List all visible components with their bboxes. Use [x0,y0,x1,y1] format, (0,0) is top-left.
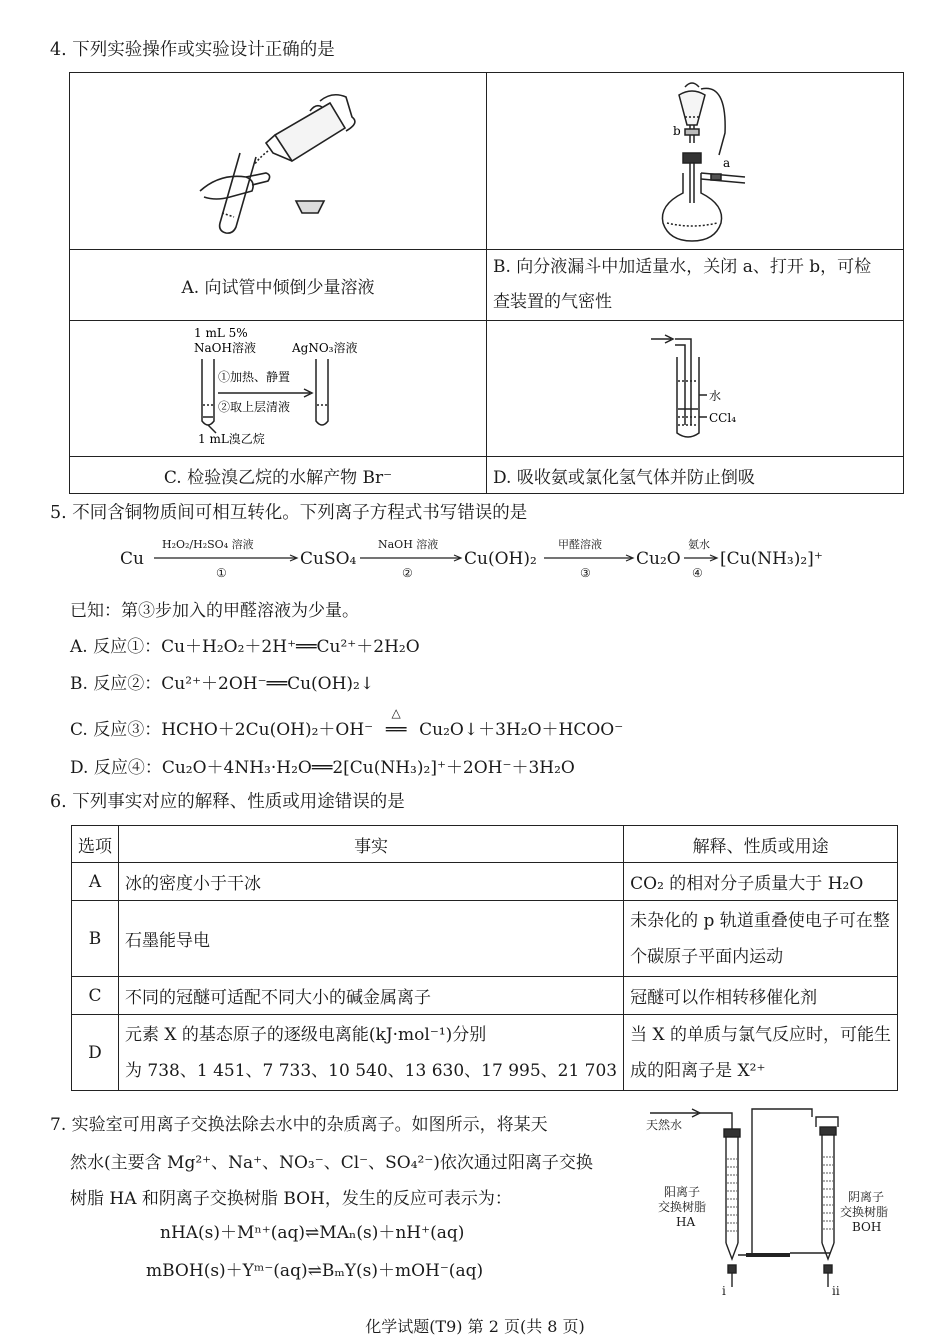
label-bromoethane: 1 mL溴乙烷 [198,432,265,446]
q7-line3: 树脂 HA 和阴离子交换树脂 BOH，发生的反应可表示为： [70,1189,512,1209]
chain-step-2: ② [402,566,413,580]
chain-reagent-4: 氨水 [688,538,710,551]
label-ccl4: CCl₄ [709,411,737,425]
separatory-funnel-flask-figure [487,73,903,244]
q6-title: 6. 下列事实对应的解释、性质或用途错误的是 [50,792,405,812]
chain-cu2o: Cu₂O [636,549,681,569]
q6-row-a-fact: 冰的密度小于干冰 [119,863,624,901]
label-naoh-1: 1 mL 5% [194,326,248,340]
q4-option-b-line1: B. 向分液漏斗中加适量水，关闭 a、打开 b，可检 [493,257,872,277]
q7-equation-1: nHA(s)＋Mⁿ⁺(aq)⇌MAₙ(s)＋nH⁺(aq) [160,1223,465,1243]
q4-figure-b [487,73,904,250]
q6-row-b-exp-line2: 个碳原子平面内运动 [630,946,784,967]
label-agno3: AgNO₃溶液 [292,341,358,355]
q6-row-d-fact-line2: 为 738、1 451、7 733、10 540、13 630、17 995、21 703 [125,1060,618,1081]
q6-table [71,825,898,1091]
pouring-test-tube-figure [70,73,486,244]
q5-known: 已知：第③步加入的甲醛溶液为少量。 [70,601,359,621]
q7-equation-2: mBOH(s)＋Yᵐ⁻(aq)⇌BₘY(s)＋mOH⁻(aq) [146,1261,484,1281]
label-outlet-i: i [722,1284,726,1298]
q6-row-c-fact: 不同的冠醚可适配不同大小的碱金属离子 [119,977,624,1015]
chain-cuso4: CuSO₄ [300,549,357,569]
label-outlet-ii: ii [832,1284,840,1298]
q6-header-explanation: 解释、性质或用途 [624,826,898,863]
label-step1: ①加热、静置 [218,370,291,384]
q4-option-d: D. 吸收氨或氯化氢气体并防止倒吸 [487,457,904,494]
chain-complex: [Cu(NH₃)₂]⁺ [720,549,823,569]
label-anion-2: 交换树脂 [840,1205,889,1219]
q5-option-c [70,706,624,740]
q4-option-c: C. 检验溴乙烷的水解产物 Br⁻ [70,457,487,494]
page-footer: 化学试题(T9) 第 2 页(共 8 页) [365,1317,585,1336]
chain-cuoh2: Cu(OH)₂ [464,549,537,569]
chain-reagent-3: 甲醛溶液 [558,538,602,551]
q4-title: 4. 下列实验操作或实验设计正确的是 [50,40,335,60]
chain-step-3: ③ [580,566,591,580]
q6-header-option: 选项 [72,826,119,863]
q5-option-c-right: Cu₂O↓＋3H₂O＋HCOO⁻ [419,720,624,740]
label-step2: ②取上层清液 [218,400,291,414]
q4-option-a: A. 向试管中倾倒少量溶液 [70,250,487,321]
gas-absorption-figure [487,321,903,451]
q4-option-b-line2: 查装置的气密性 [493,292,612,312]
label-a: a [723,156,731,170]
label-inlet: 天然水 [646,1118,683,1132]
heat-arrow: △ ══ [373,720,419,740]
q6-row-b-exp-line1: 未杂化的 p 轨道重叠使电子可在整 [630,910,890,931]
q5-option-b: B. 反应②：Cu²⁺＋2OH⁻══Cu(OH)₂↓ [70,674,375,694]
q7-line1: 7. 实验室可用离子交换法除去水中的杂质离子。如图所示，将某天 [50,1115,548,1135]
q6-header-fact: 事实 [119,826,624,863]
label-water: 水 [709,389,722,403]
q6-row-b-option: B [72,901,119,977]
label-cation-2: 交换树脂 [658,1200,707,1214]
test-tubes-figure [70,321,486,451]
chain-reagent-1: H₂O₂/H₂SO₄ 溶液 [162,538,254,551]
q6-row-c-explanation: 冠醚可以作相转移催化剂 [624,977,898,1015]
q4-figure-c [70,321,487,457]
q4-options-table [69,72,904,494]
q6-row-b-fact: 石墨能导电 [119,901,624,977]
q5-option-d: D. 反应④：Cu₂O＋4NH₃·H₂O══2[Cu(NH₃)₂]⁺＋2OH⁻＋3H₂O [70,758,575,778]
label-anion-3: BOH [852,1220,882,1234]
label-cation-3: HA [676,1215,696,1229]
q4-option-b [487,250,904,321]
table-row [72,1015,898,1091]
q6-row-d-fact-line1: 元素 X 的基态原子的逐级电离能(kJ·mol⁻¹)分别 [125,1024,487,1045]
table-row [72,863,898,901]
q5-title: 5. 不同含铜物质间可相互转化。下列离子方程式书写错误的是 [50,503,528,523]
label-naoh-2: NaOH溶液 [194,341,256,355]
q4-figure-d [487,321,904,457]
table-row [72,977,898,1015]
q6-row-d-exp-line2: 成的阳离子是 X²⁺ [630,1060,766,1081]
q6-row-d-fact [119,1015,624,1091]
q6-row-d-option: D [72,1015,119,1091]
q6-row-b-explanation [624,901,898,977]
q6-row-a-explanation: CO₂ 的相对分子质量大于 H₂O [624,863,898,901]
q5-option-c-left: C. 反应③：HCHO＋2Cu(OH)₂＋OH⁻ [70,720,374,740]
label-cation-1: 阳离子 [664,1185,701,1199]
q6-row-c-option: C [72,977,119,1015]
q4-figure-a [70,73,487,250]
label-b: b [673,124,681,138]
chain-cu: Cu [120,549,144,569]
label-anion-1: 阴离子 [848,1190,885,1204]
chain-step-1: ① [216,566,227,580]
q6-row-a-option: A [72,863,119,901]
chain-step-4: ④ [692,566,703,580]
q7-line2: 然水(主要含 Mg²⁺、Na⁺、NO₃⁻、Cl⁻、SO₄²⁻)依次通过阳离子交换 [70,1153,593,1173]
copper-conversion-chain [110,530,870,584]
heat-symbol: △ [391,706,401,720]
q6-row-d-explanation [624,1015,898,1091]
ion-exchange-figure [640,1103,910,1308]
chain-reagent-2: NaOH 溶液 [378,538,439,551]
table-row [72,901,898,977]
q5-option-a: A. 反应①：Cu＋H₂O₂＋2H⁺══Cu²⁺＋2H₂O [70,637,420,657]
q6-row-d-exp-line1: 当 X 的单质与氯气反应时，可能生 [630,1024,892,1045]
